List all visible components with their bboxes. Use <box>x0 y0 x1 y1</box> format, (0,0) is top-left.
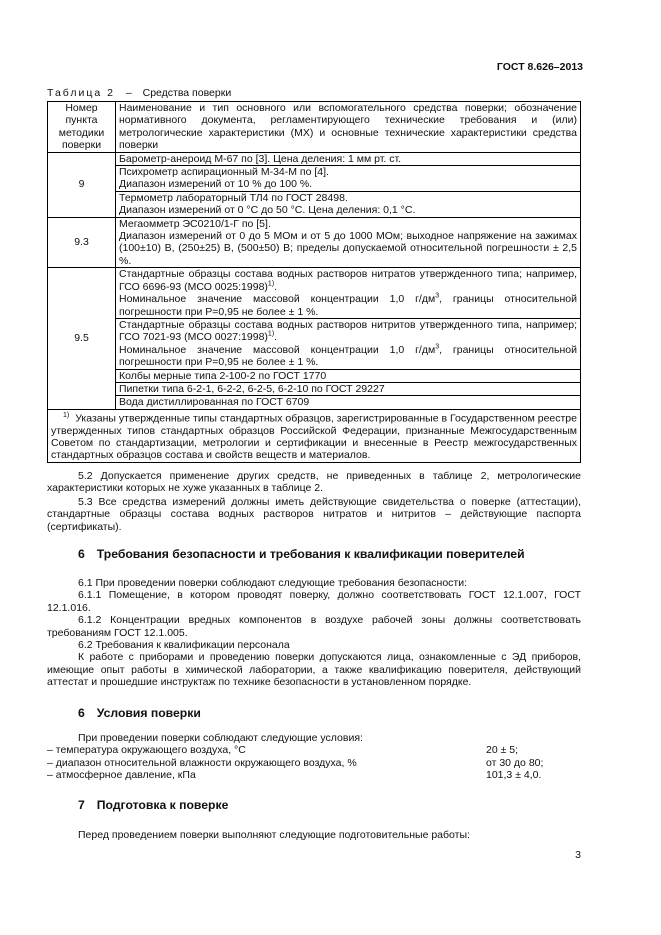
table-row <box>48 318 581 369</box>
cell-line <box>119 293 577 318</box>
paragraph-6-2-text: К работе с приборами и проведению поверки допускаются лица, ознакомленные с ЭД приборов, имеющие опыт работы в химической лаборатории, а также квалификацию поверителя, действующий аттестат и прошедшие инструктаж по технике безопасности в установленном порядке. <box>47 651 581 689</box>
table-cell <box>116 318 581 369</box>
verification-tools-table <box>47 101 581 463</box>
conditions-body <box>47 732 581 782</box>
table-footnote <box>48 409 581 462</box>
table-row <box>48 396 581 409</box>
cell-line <box>119 319 577 344</box>
section-heading-conditions <box>78 706 201 720</box>
condition-label: – температура окружающего воздуха, °С <box>47 744 246 757</box>
footnote-ref: 1) <box>267 330 275 338</box>
condition-row-pressure <box>47 769 581 782</box>
condition-value: от 30 до 80; <box>486 756 544 769</box>
section-heading-7 <box>78 798 228 812</box>
cell-text: Стандартные образцы состава водных растворов нитритов утвержденного типа, например; ГСО 7021-93 (МСО 0027:1998) <box>119 318 577 344</box>
section-number: 6 <box>78 706 85 720</box>
cell-text: . <box>274 280 278 293</box>
condition-row-humidity <box>47 757 581 770</box>
table-cell <box>116 191 581 217</box>
table-row <box>48 191 581 217</box>
header-cell-description: Наименование и тип основного или вспомогательного средства поверки; обозначение нормативного документа, регламентирующего технические требования и (или) метрологические характеристики (МХ) и основные технические характеристики средства поверки <box>116 102 581 153</box>
unit-superscript: 3 <box>435 343 440 351</box>
condition-label: – диапазон относительной влажности окружающего воздуха, % <box>47 756 357 769</box>
cell-line: Психрометр аспирационный М-34-М по [4]. <box>119 166 329 179</box>
table-footnote-row <box>48 409 581 462</box>
page-number: 3 <box>575 849 581 861</box>
table-row <box>48 166 581 192</box>
row-number-9: 9 <box>48 152 116 217</box>
table-cell <box>116 268 581 319</box>
cell-text: . <box>274 331 278 344</box>
table-caption-title: Средства поверки <box>142 87 232 99</box>
paragraph-6-1-2: 6.1.2 Концентрации вредных компонентов в воздухе рабочей зоны должны соответствовать требованиям ГОСТ 12.1.005. <box>47 614 581 639</box>
table-caption-label: Таблица 2 <box>47 87 115 99</box>
section-6-body <box>47 577 581 689</box>
cell-line: Диапазон измерений от 10 % до 100 %. <box>119 178 313 191</box>
paragraph-5-3: 5.3 Все средства измерений должны иметь действующие свидетельства о поверке (аттестации), стандартные образцы состава водных растворов нитратов и нитритов – действующие паспорта (сертификаты). <box>47 496 581 533</box>
row-number-9-3: 9.3 <box>48 217 116 268</box>
table-cell: Барометр-анероид М-67 по [3]. Цена деления: 1 мм рт. ст. <box>116 152 581 165</box>
table-row <box>48 217 581 268</box>
table-row <box>48 152 581 165</box>
table-cell: Вода дистиллированная по ГОСТ 6709 <box>116 396 581 409</box>
section-title: Требования безопасности и требования к квалификации поверителей <box>96 547 525 561</box>
cell-line: Мегаомметр ЭС0210/1-Г по [5]. <box>119 217 271 230</box>
section-title: Подготовка к поверке <box>96 798 229 812</box>
footnote-ref: 1) <box>267 280 275 288</box>
section-7-intro: Перед проведением поверки выполняют следующие подготовительные работы: <box>78 829 470 841</box>
condition-value: 20 ± 5; <box>486 744 519 757</box>
row-number-9-5: 9.5 <box>48 268 116 409</box>
paragraph-6-1-1: 6.1.1 Помещение, в котором проводят поверку, должно соответствовать ГОСТ 12.1.007, ГОСТ 12.1.016. <box>47 589 581 614</box>
cell-line <box>119 344 577 369</box>
cell-text: Номинальное значение массовой концентрации 1,0 г/дм <box>119 293 436 306</box>
unit-superscript: 3 <box>435 292 440 300</box>
cell-line: Диапазон измерений от 0 °С до 50 °С. Цена деления: 0,1 °С. <box>119 204 416 217</box>
paragraph-5-2: 5.2 Допускается применение других средств, не приведенных в таблице 2, метрологические характеристики которых не хуже указанных в таблице 2. <box>47 470 581 495</box>
table-caption <box>47 87 231 99</box>
table-cell <box>116 217 581 268</box>
cell-line <box>119 268 577 293</box>
cell-line: Термометр лабораторный ТЛ4 по ГОСТ 28498. <box>119 191 348 204</box>
table-cell <box>116 166 581 192</box>
table-header-row <box>48 102 581 153</box>
condition-row-temperature <box>47 744 581 757</box>
table-row <box>48 268 581 319</box>
section-number: 6 <box>78 547 85 561</box>
conditions-intro: При проведении поверки соблюдают следующие условия: <box>78 732 363 744</box>
cell-text: Стандартные образцы состава водных растворов нитратов утвержденного типа; например, ГСО 6696-93 (МСО 0025:1998) <box>119 268 577 293</box>
footnote-text: Указаны утвержденные типы стандартных образцов, зарегистрированные в Государственном реестре утвержденных типов стандартных образцов Российской Федерации, признанные Межгосударственным Советом по стандартизации, метрологии и сертификации и внесенные в Реестр межгосударственных стандартных образцов состава и свойств веществ и материалов. <box>51 412 577 462</box>
table-row <box>48 369 581 382</box>
paragraph-6-2: 6.2 Требования к квалификации персонала <box>78 639 290 652</box>
cell-text: , границы относительной погрешности при Р=0,95 не более ± 1 %. <box>119 343 577 369</box>
condition-value: 101,3 ± 4,0. <box>486 769 542 782</box>
paragraph-6-1: 6.1 При проведении поверки соблюдают следующие требования безопасности: <box>78 577 468 589</box>
table-caption-dash: – <box>125 87 132 99</box>
section-heading-6 <box>78 547 525 561</box>
table-cell: Колбы мерные типа 2-100-2 по ГОСТ 1770 <box>116 369 581 382</box>
header-cell-number: Номер пункта методики поверки <box>48 102 116 153</box>
section-number: 7 <box>78 798 85 812</box>
table-cell: Пипетки типа 6-2-1, 6-2-2, 6-2-5, 6-2-10 по ГОСТ 29227 <box>116 382 581 395</box>
section-title: Условия поверки <box>96 706 201 720</box>
cell-text: Номинальное значение массовой концентрации 1,0 г/дм <box>119 343 436 356</box>
condition-label: – атмосферное давление, кПа <box>47 769 196 782</box>
footnote-mark: 1) <box>63 411 70 419</box>
cell-line: Диапазон измерений от 0 до 5 МОм и от 5 до 1000 МОм; выходное напряжение на зажимах (100±10) В, (250±25) В, (500±50) В; пределы допускаемой относительной погрешности ± 2,5 %. <box>119 230 577 267</box>
table-row <box>48 382 581 395</box>
document-header-standard: ГОСТ 8.626–2013 <box>496 61 583 73</box>
cell-text: , границы относительной погрешности при Р=0,95 не более ± 1 %. <box>119 293 577 318</box>
